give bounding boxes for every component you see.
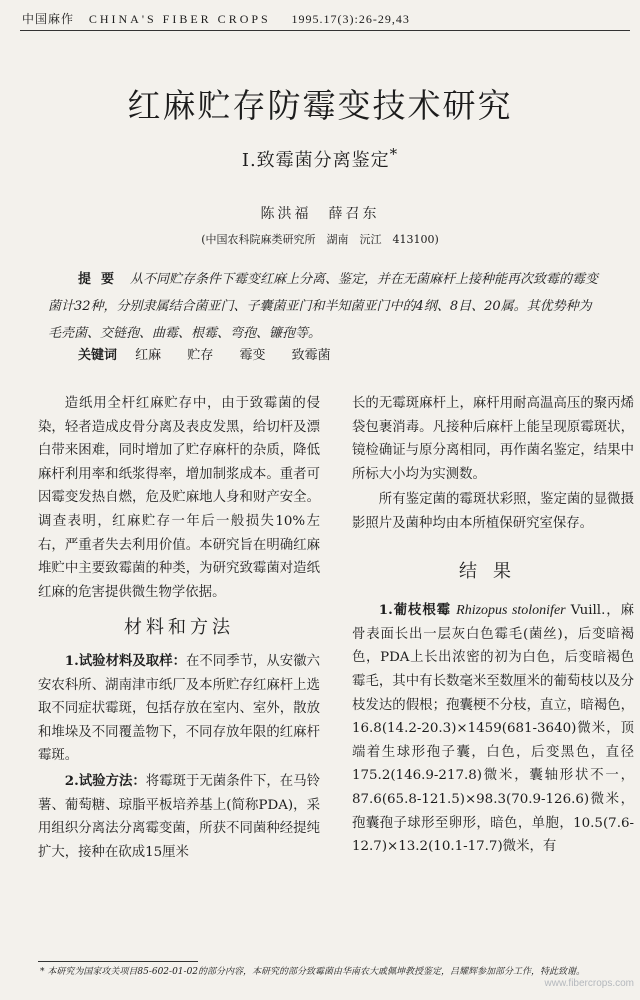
result-item-1-label: 1.葡枝根霉: [378, 602, 451, 619]
paper-subtitle: [0, 145, 640, 172]
footnote-divider: [38, 961, 198, 962]
subtitle-text: Ⅰ.致霉菌分离鉴定: [241, 150, 390, 171]
watermark: www.fibercrops.com: [544, 978, 634, 989]
keywords-label: 关键词: [78, 348, 118, 363]
keyword: 红麻: [135, 348, 162, 363]
footnote: * 本研究为国家攻关项目85-602-01-02的部分内容，本研究的部分致霉菌由华南农大戚佩坤教授鉴定，吕耀辉参加部分工作，特此致谢。: [40, 967, 586, 977]
methods-item-1-text: 在不同季节，从安徽六安农科所、湖南津市纸厂及本所贮存红麻杆上选取不同症状霉斑，包括存放在室内、室外，散放和堆垛及不同覆盖物下，不同存放年限的红麻杆霉斑。: [38, 653, 320, 764]
keyword: 致霉菌: [291, 348, 331, 363]
methods-continued-paragraph: 长的无霉斑麻杆上，麻杆用耐高温高压的聚丙烯袋包裹消毒。凡接种后麻杆上能呈现原霉斑状，镜检确证与原分离相同，再作菌名鉴定，结果中所标大小均为实测数。: [352, 396, 634, 482]
header-divider: [20, 30, 630, 31]
subtitle-footnote-mark: *: [389, 145, 399, 163]
abstract-text: 从不同贮存条件下霉变红麻上分离、鉴定，并在无菌麻杆上接种能再次致霉的霉变菌计32种，分别隶属结合菌亚门、子囊菌亚门和半知菌亚门中的4纲、8目、20属。其优势种为毛壳菌、交链孢、曲霉、根霉、弯孢、镰孢等。: [48, 272, 599, 341]
paper-title: 红麻贮存防霉变技术研究: [127, 86, 513, 125]
methods-item-2: [38, 770, 320, 864]
affiliation: (中国农科院麻类研究所 湖南 沅江 413100): [201, 233, 439, 246]
methods-heading: 材料和方法: [124, 617, 234, 639]
methods-item-2-label: 2.试验方法：: [64, 772, 146, 789]
abstract: [48, 266, 604, 347]
journal-name-en: CHINA'S FIBER CROPS: [88, 12, 271, 26]
result-item-1: [352, 599, 634, 859]
specimen-storage-paragraph: 所有鉴定菌的霉斑状彩照，鉴定菌的显微摄影照片及菌种均由本所植保研究室保存。: [352, 492, 634, 531]
methods-item-1: [38, 650, 320, 768]
running-header: [22, 10, 622, 27]
methods-item-1-label: 1.试验材料及取样：: [64, 652, 186, 669]
methods-item-2-text: 将霉斑于无菌条件下，在马铃薯、葡萄糖、琼脂平板培养基上(简称PDA)，采用组织分离法分离霉变菌，所获不同菌种经提纯扩大，接种在砍成15厘米: [38, 773, 320, 860]
abstract-label: 提要: [78, 272, 125, 287]
keyword: 贮存: [187, 348, 214, 363]
authors: 陈洪福 薛召东: [260, 206, 380, 222]
right-column: [352, 392, 634, 859]
left-column: [38, 392, 320, 864]
journal-name-cn: 中国麻作: [22, 12, 75, 26]
results-heading: 结果: [459, 560, 527, 582]
result-item-1-text: Vuill.，麻骨表面长出一层灰白色霉毛(菌丝)，后变暗褐色，PDA上长出浓密的初为白色，后变暗褐色霉毛，其中有长数毫米至数厘米的葡萄枝以及分枝发达的假根；孢囊梗不分枝，直立，暗褐色，16.8(14.2-20.3)×1459(681-3640)微米，顶端着生球形孢子囊，白色，后变黑色，直径175.2(146.9-217.8)微米，囊轴形状不一，87.6(65.8-121.5)×98.3(70.9-126.6)微米，孢囊孢子球形至卵形，暗色，单胞，10.5(7.6-12.7)×13.2(10.1-17.7)微米，有: [352, 603, 634, 855]
intro-paragraph: 造纸用全杆红麻贮存中，由于致霉菌的侵染，轻者造成皮骨分离及表皮发黑，给切杆及漂白带来困难，同时增加了贮存麻杆的杂质，降低麻杆利用率和纸浆得率，增加制浆成本。重者可因霉变发热自燃，危及贮麻地人身和财产安全。调查表明，红麻贮存一年后一般损失10%左右，严重者失去利用价值。本研究旨在明确红麻堆贮中主要致霉菌的种类，为研究致霉菌对造纸红麻的危害提供微生物学依据。: [38, 396, 320, 600]
species-scientific-name: Rhizopus stolonifer: [456, 603, 566, 619]
keyword: 霉变: [239, 348, 266, 363]
keywords: [78, 346, 604, 366]
citation-info: 1995.17(3):26-29,43: [291, 12, 410, 26]
